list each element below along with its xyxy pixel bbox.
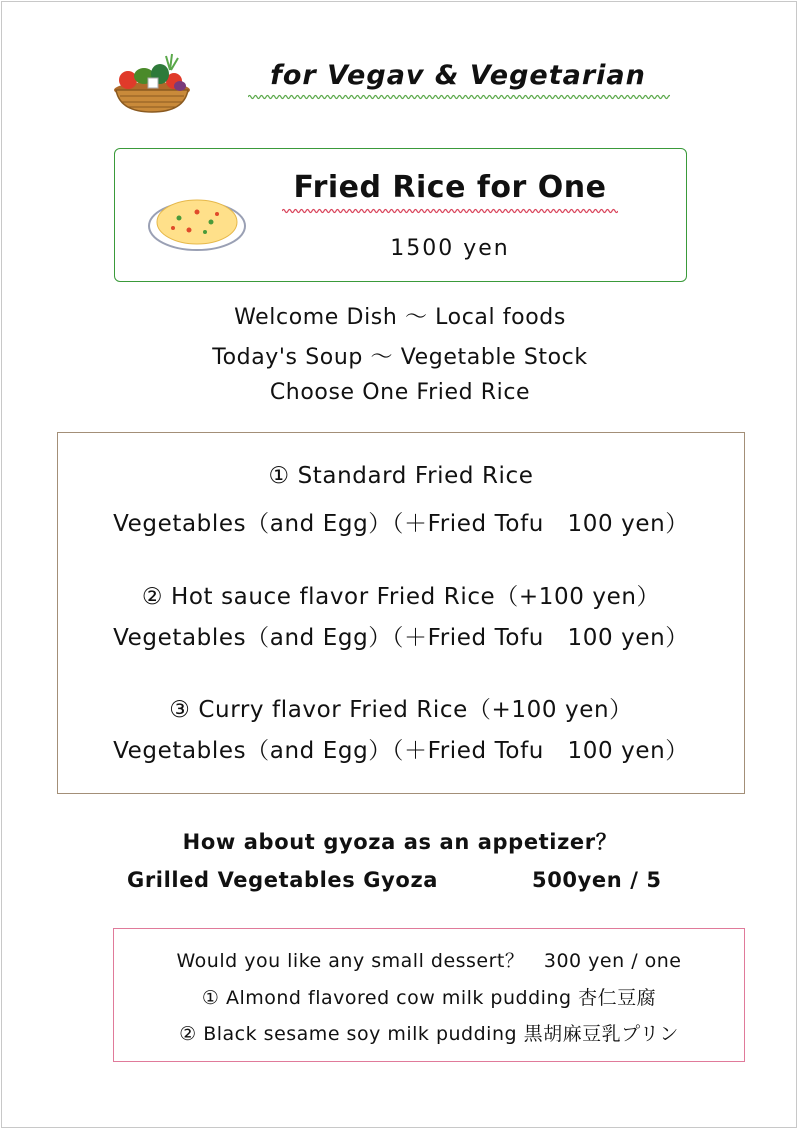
dessert-question: Would you like any small dessert？ 300 yen / one bbox=[176, 950, 682, 972]
option-hot-sauce-name: ② Hot sauce flavor Fried Rice（+100 yen） bbox=[141, 584, 661, 610]
menu-header-title: for Vegav & Vegetarian bbox=[270, 60, 646, 91]
hero-wavy-underline bbox=[282, 208, 618, 214]
vegetable-basket-icon bbox=[108, 48, 196, 114]
option-hot-sauce-detail: Vegetables（and Egg）（＋Fried Tofu 100 yen） bbox=[113, 625, 689, 651]
header-wavy-underline bbox=[248, 94, 670, 100]
hero-price: 1500 yen bbox=[390, 236, 510, 261]
option-curry-detail: Vegetables（and Egg）（＋Fried Tofu 100 yen） bbox=[113, 738, 689, 764]
gyoza-question: How about gyoza as an appetizer？ bbox=[182, 830, 618, 854]
gyoza-price: 500yen / 5 bbox=[532, 868, 662, 892]
intro-welcome-dish: Welcome Dish ～ Local foods bbox=[234, 305, 566, 330]
intro-choose-rice: Choose One Fried Rice bbox=[269, 380, 531, 405]
intro-todays-soup: Today's Soup ～ Vegetable Stock bbox=[212, 345, 588, 370]
option-curry-name: ③ Curry flavor Fried Rice（+100 yen） bbox=[169, 697, 633, 723]
hero-title: Fried Rice for One bbox=[293, 170, 607, 205]
dessert-item-almond: ① Almond flavored cow milk pudding 杏仁豆腐 bbox=[201, 987, 657, 1009]
option-standard-detail: Vegetables（and Egg）（＋Fried Tofu 100 yen） bbox=[113, 511, 689, 537]
dessert-item-sesame: ② Black sesame soy milk pudding 黒胡麻豆乳プリン bbox=[179, 1023, 679, 1045]
fried-rice-plate-icon bbox=[145, 182, 249, 254]
gyoza-item: Grilled Vegetables Gyoza bbox=[127, 868, 439, 892]
option-standard-name: ① Standard Fried Rice bbox=[268, 463, 534, 489]
